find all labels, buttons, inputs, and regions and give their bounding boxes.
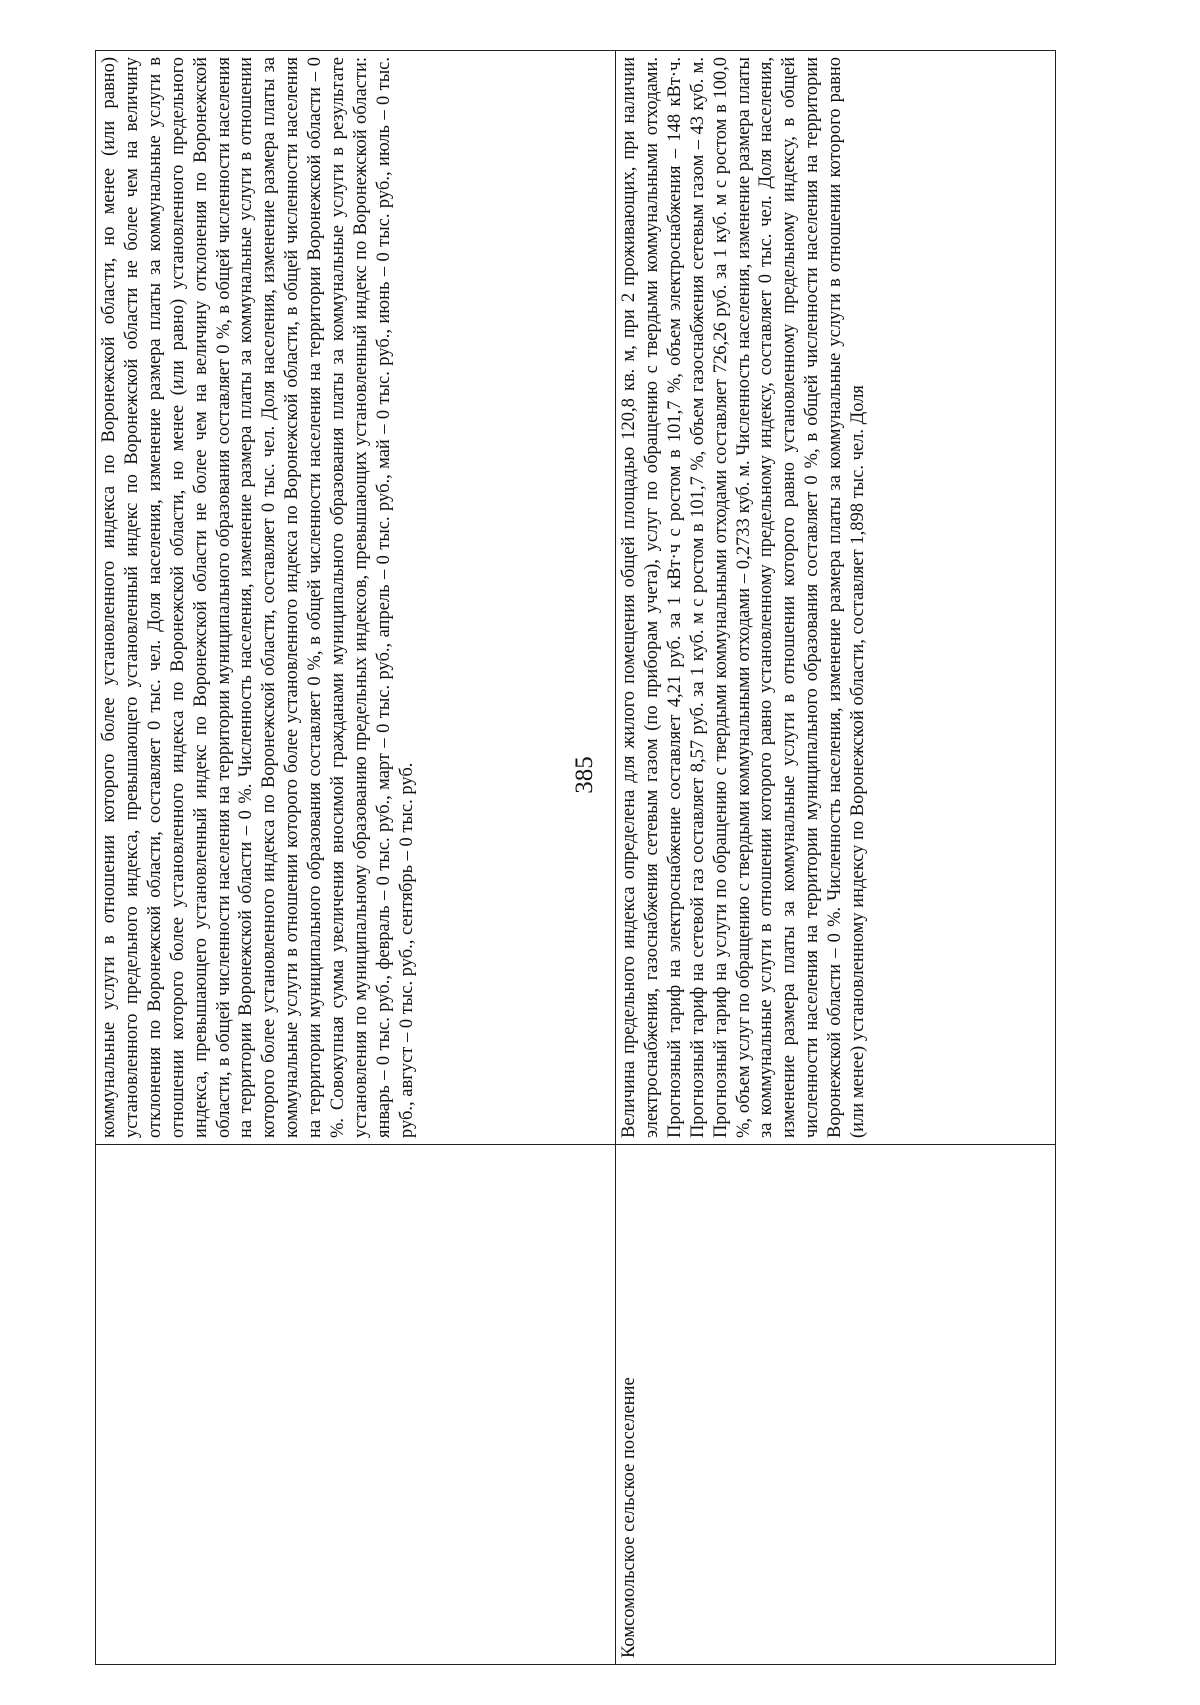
table-row	[96, 51, 616, 1665]
description-cell: коммунальные услуги в отношении которого более установленного индекса по Воронежской области, но менее (или равно) установленного предельного индекса, превышающего установленный индекс по Воронежской области не более чем на величину отклонения по Воронежской области, составляет 0 тыс. чел. Доля населения, изменение размера платы за коммунальные услуги в отношении которого более установленного индекса по Воронежской области, но менее (или равно) установленного предельного индекса, превышающего установленный индекс по Воронежской области не более чем на величину отклонения по Воронежской области, в общей численности населения на территории муниципального образования составляет 0 %, в общей численности населения на территории Воронежской области – 0 %. Численность населения, изменение размера платы за коммунальные услуги в отношении которого более установленного индекса по Воронежской области, составляет 0 тыс. чел. Доля населения, изменение размера платы за коммунальные услуги в отношении которого более установленного индекса по Воронежской области, в общей численности населения на территории муниципального образования составляет 0 %, в общей численности населения на территории Воронежской области – 0 %. Совокупная сумма увеличения вносимой гражданами муниципального образования платы за коммунальные услуги в результате установления по муниципальному образованию предельных индексов, превышающих установленный индекс по Воронежской области: январь – 0 тыс. руб., февраль – 0 тыс. руб., март – 0 тыс. руб., апрель – 0 тыс. руб., май – 0 тыс. руб., июнь – 0 тыс. руб., июль – 0 тыс. руб., август – 0 тыс. руб., сентябрь – 0 тыс. руб.	[96, 51, 616, 1145]
rotated-table-container	[95, 51, 1055, 1665]
description-cell: Величина предельного индекса определена для жилого помещения общей площадью 120,8 кв. м, при 2 проживающих, при наличии электроснабжения, газоснабжения сетевым газом (по приборам учета), услуг по обращению с твердыми коммунальными отходами. Прогнозный тариф на электроснабжение составляет 4,21 руб. за 1 кВт·ч с ростом в 101,7 %, объем электроснабжения – 148 кВт·ч. Прогнозный тариф на сетевой газ составляет 8,57 руб. за 1 куб. м с ростом в 101,7 %, объем газоснабжения сетевым газом – 43 куб. м. Прогнозный тариф на услуги по обращению с твердыми коммунальными отходами составляет 726,26 руб. за 1 куб. м с ростом в 100,0 %, объем услуг по обращению с твердыми коммунальными отходами – 0,2733 куб. м. Численность населения, изменение размера платы за коммунальные услуги в отношении которого равно установленному предельному индексу, составляет 0 тыс. чел. Доля населения, изменение размера платы за коммунальные услуги в отношении которого равно установленному предельному индексу, в общей численности населения на территории муниципального образования составляет 0 %, в общей численности населения на территории Воронежской области – 0 %. Численность населения, изменение размера платы за коммунальные услуги в отношении которого равно (или менее) установленному индексу по Воронежской области, составляет 1,898 тыс. чел. Доля	[616, 51, 1056, 1145]
municipality-name-cell	[96, 1145, 616, 1665]
municipality-name-cell: Комсомольское сельское поселение	[616, 1145, 1056, 1665]
indices-table	[95, 50, 1056, 1665]
table-row	[616, 51, 1056, 1665]
page-number: 385	[571, 756, 598, 794]
